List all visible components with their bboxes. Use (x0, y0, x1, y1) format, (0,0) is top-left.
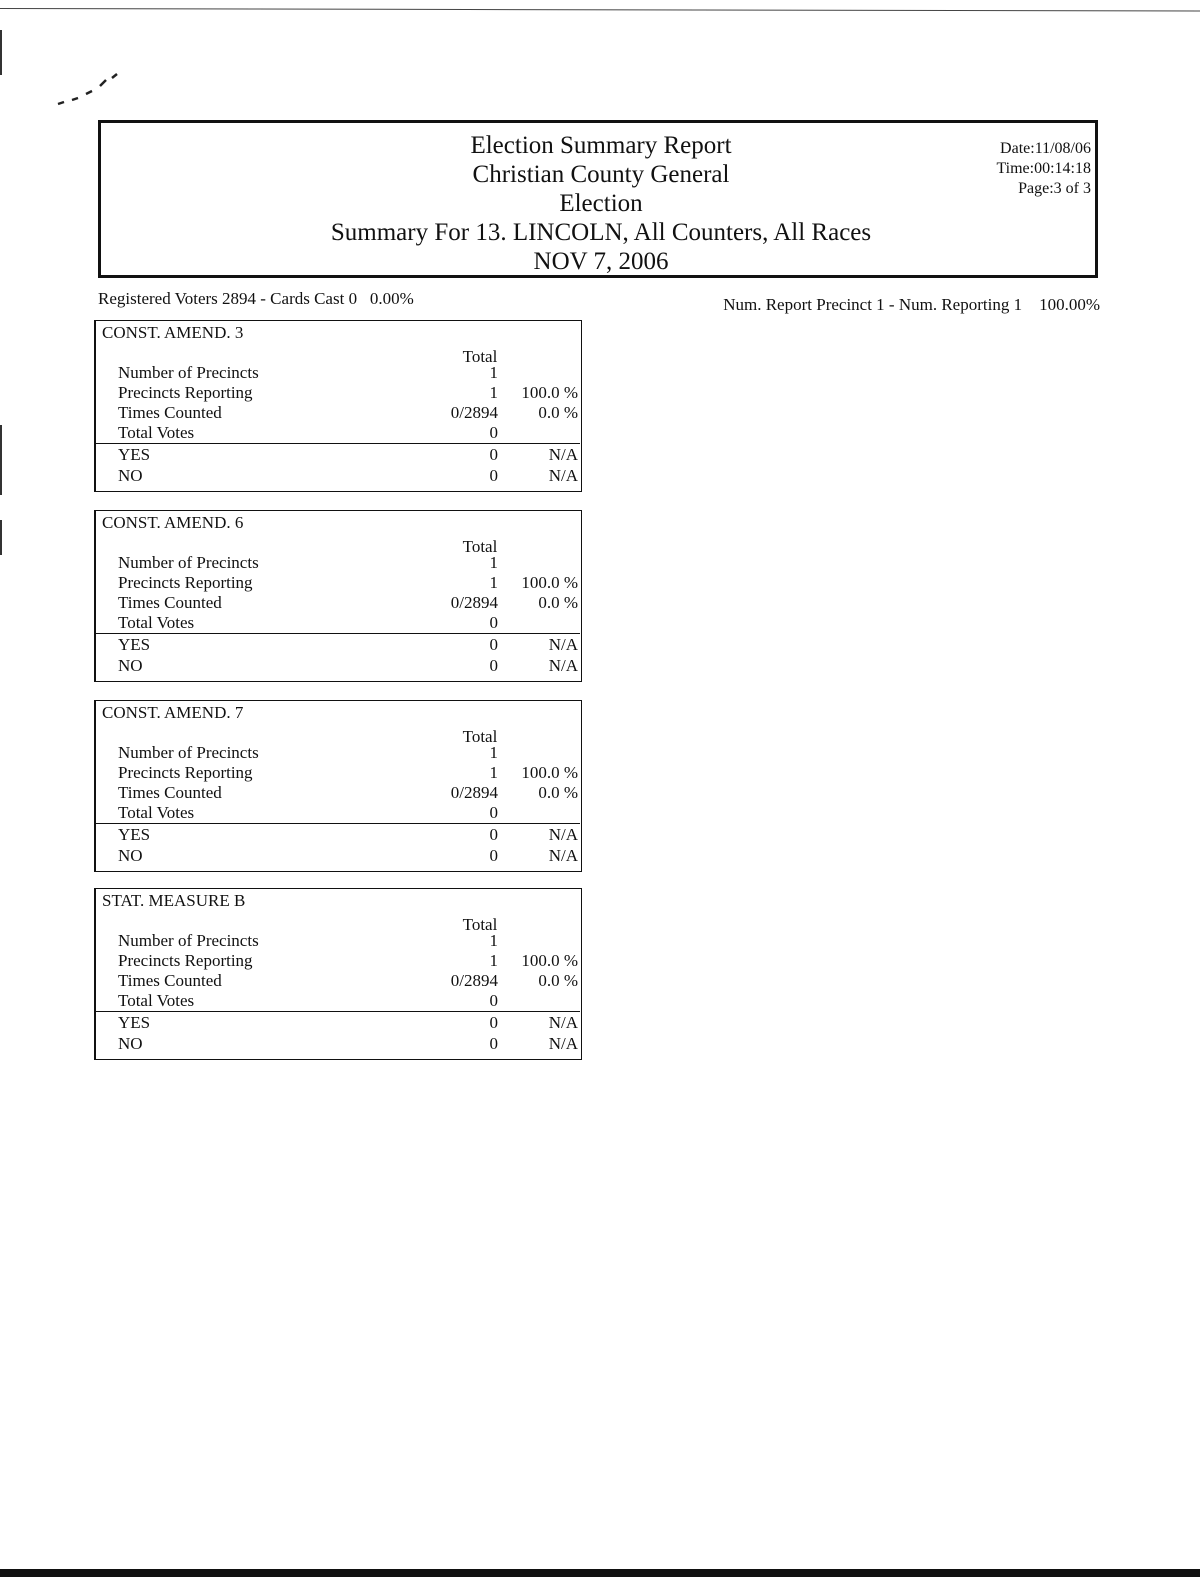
row-value: 1 (489, 743, 498, 762)
table-row (96, 951, 582, 971)
row-label: Total Votes (118, 613, 195, 632)
table-row (96, 971, 582, 991)
row-value: 0 (489, 846, 498, 865)
report-date: Date:11/08/06 (1000, 140, 1091, 157)
row-percent: 0.0 % (538, 971, 578, 990)
row-percent: N/A (548, 1013, 578, 1032)
row-value: 0 (489, 1034, 498, 1053)
row-label: Times Counted (118, 403, 222, 422)
row-value: 0 (489, 635, 498, 654)
table-row (96, 445, 582, 465)
election-label: Election (559, 190, 643, 217)
divider (96, 823, 580, 824)
row-percent: 0.0 % (538, 783, 578, 802)
election-date: NOV 7, 2006 (533, 248, 669, 275)
divider (96, 633, 580, 634)
row-percent: N/A (548, 1034, 578, 1053)
row-label: YES (118, 445, 151, 464)
total-column-header: Total (462, 347, 498, 366)
total-column-header: Total (462, 727, 498, 746)
row-percent: 100.0 % (521, 763, 578, 782)
row-label: Times Counted (118, 971, 222, 990)
row-label: Precincts Reporting (118, 951, 253, 970)
race-box (94, 320, 582, 492)
table-row (96, 825, 582, 845)
row-label: Total Votes (118, 803, 195, 822)
table-row (96, 423, 582, 443)
report-title: Election Summary Report (470, 132, 732, 159)
scan-bottom-bar (0, 1569, 1200, 1577)
report-time: Time:00:14:18 (996, 160, 1091, 177)
row-value: 0 (489, 445, 498, 464)
row-label: NO (118, 466, 143, 485)
table-row (96, 613, 582, 633)
table-row (96, 573, 582, 593)
row-label: Precincts Reporting (118, 383, 253, 402)
row-label: NO (118, 1034, 143, 1053)
report-header (98, 120, 1098, 278)
table-row (96, 1034, 582, 1054)
report-meta (996, 139, 1091, 199)
row-percent: 0.0 % (538, 403, 578, 422)
race-title: STAT. MEASURE B (102, 891, 246, 910)
table-row (96, 846, 582, 866)
scan-left-mark (0, 520, 2, 555)
table-row (96, 635, 582, 655)
scan-top-line (0, 8, 1200, 12)
registered-voters-summary: Registered Voters 2894 - Cards Cast 0 0.00% (98, 289, 414, 308)
row-value: 0/2894 (450, 593, 498, 612)
table-row (96, 593, 582, 613)
row-value: 0/2894 (450, 971, 498, 990)
row-percent: N/A (548, 635, 578, 654)
row-value: 1 (489, 383, 498, 402)
race-title: CONST. AMEND. 7 (102, 703, 244, 722)
summary-scope: Summary For 13. LINCOLN, All Counters, All Races (330, 219, 872, 246)
row-percent: N/A (548, 656, 578, 675)
row-value: 0 (489, 656, 498, 675)
report-title-block (101, 131, 1101, 276)
row-value: 0 (489, 423, 498, 442)
race-box (94, 888, 582, 1060)
race-box (94, 510, 582, 682)
table-row (96, 743, 582, 763)
row-label: Total Votes (118, 423, 195, 442)
row-percent: N/A (548, 825, 578, 844)
row-value: 0 (489, 1013, 498, 1032)
row-value: 1 (489, 573, 498, 592)
row-percent: N/A (548, 445, 578, 464)
race-box (94, 700, 582, 872)
table-row (96, 1013, 582, 1033)
row-label: Number of Precincts (118, 363, 259, 382)
scan-left-mark (0, 425, 2, 495)
precinct-reporting-summary: Num. Report Precinct 1 - Num. Reporting 1 100.00% (723, 295, 1100, 314)
row-value: 0/2894 (450, 403, 498, 422)
row-value: 0 (489, 825, 498, 844)
divider (96, 443, 580, 444)
row-label: Number of Precincts (118, 553, 259, 572)
total-column-header: Total (462, 537, 498, 556)
table-row (96, 656, 582, 676)
county-name: Christian County General (472, 161, 730, 188)
row-value: 1 (489, 931, 498, 950)
total-column-header: Total (462, 915, 498, 934)
divider (96, 1011, 580, 1012)
table-row (96, 383, 582, 403)
row-percent: 0.0 % (538, 593, 578, 612)
table-row (96, 931, 582, 951)
row-label: NO (118, 656, 143, 675)
row-value: 0 (489, 803, 498, 822)
row-value: 1 (489, 951, 498, 970)
row-label: YES (118, 825, 151, 844)
row-percent: N/A (548, 846, 578, 865)
row-label: Times Counted (118, 593, 222, 612)
race-title: CONST. AMEND. 3 (102, 323, 244, 342)
row-percent: 100.0 % (521, 383, 578, 402)
race-title: CONST. AMEND. 6 (102, 513, 244, 532)
row-value: 1 (489, 363, 498, 382)
table-row (96, 783, 582, 803)
table-row (96, 763, 582, 783)
row-value: 0/2894 (450, 783, 498, 802)
table-row (96, 403, 582, 423)
row-label: Number of Precincts (118, 743, 259, 762)
row-label: YES (118, 635, 151, 654)
row-label: Precincts Reporting (118, 573, 253, 592)
page-number: Page:3 of 3 (1018, 180, 1091, 197)
row-percent: 100.0 % (521, 573, 578, 592)
row-label: Times Counted (118, 783, 222, 802)
table-row (96, 553, 582, 573)
row-value: 0 (489, 466, 498, 485)
row-label: Precincts Reporting (118, 763, 253, 782)
row-percent: 100.0 % (521, 951, 578, 970)
table-row (96, 803, 582, 823)
row-value: 1 (489, 553, 498, 572)
row-label: YES (118, 1013, 151, 1032)
scan-left-mark (0, 30, 2, 75)
table-row (96, 466, 582, 486)
row-label: NO (118, 846, 143, 865)
row-value: 0 (489, 613, 498, 632)
row-label: Total Votes (118, 991, 195, 1010)
table-row (96, 363, 582, 383)
scan-specks (52, 68, 132, 118)
row-value: 0 (489, 991, 498, 1010)
table-row (96, 991, 582, 1011)
row-value: 1 (489, 763, 498, 782)
row-percent: N/A (548, 466, 578, 485)
row-label: Number of Precincts (118, 931, 259, 950)
